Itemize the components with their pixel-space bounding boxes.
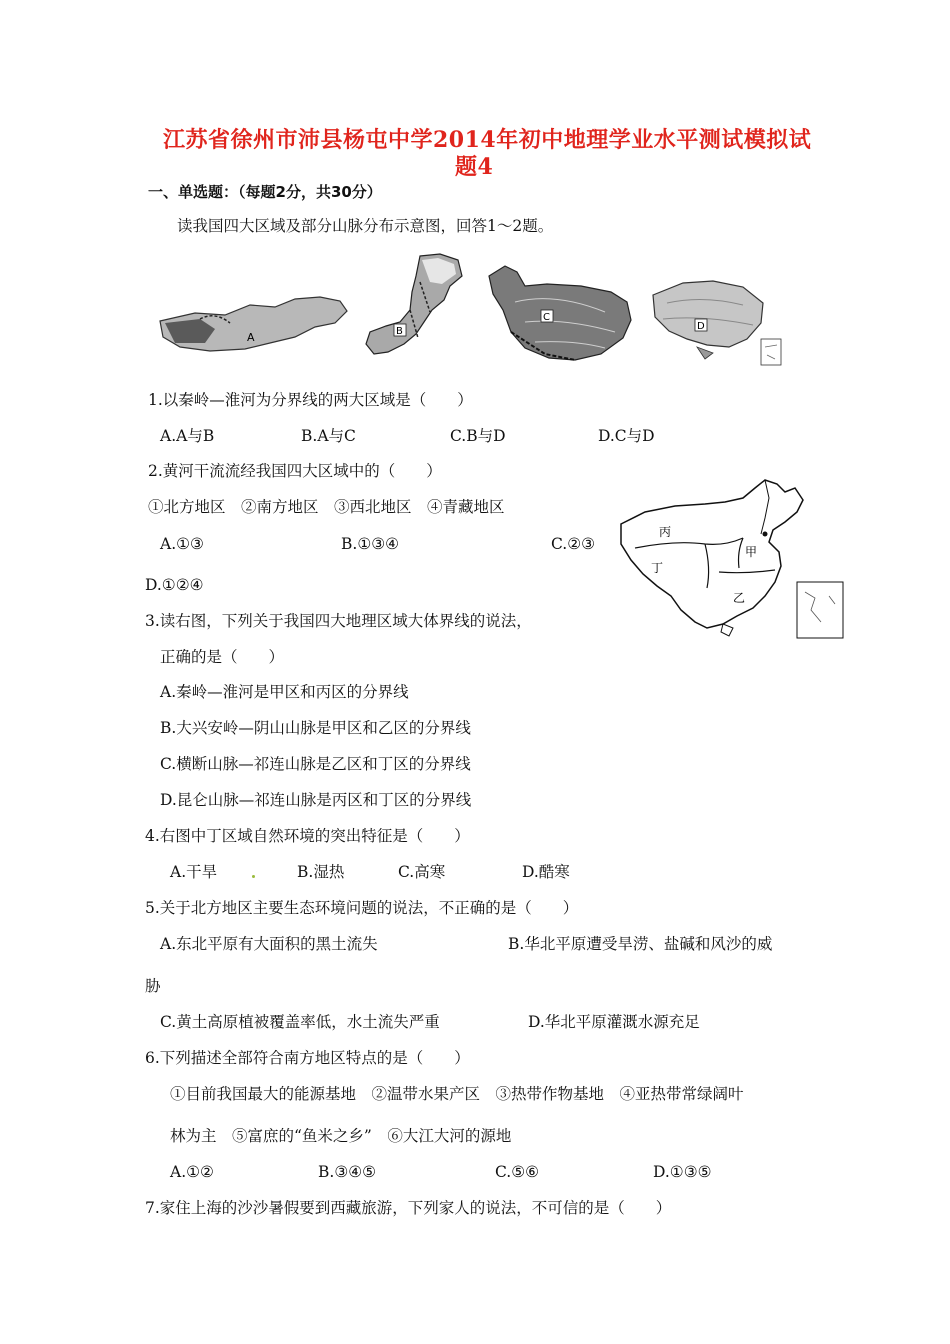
q6-stem: 6.下列描述全部符合南方地区特点的是（ ） — [145, 1049, 470, 1067]
map-region-c — [485, 262, 635, 366]
q4-option-d: D.酷寒 — [522, 863, 570, 881]
map-label-ding: 丁 — [651, 561, 664, 575]
q5-option-c: C.黄土高原植被覆盖率低，水土流失严重 — [160, 1013, 440, 1031]
q5-option-b: B.华北平原遭受旱涝、盐碱和风沙的威 — [508, 935, 773, 953]
q3-option-d: D.昆仑山脉—祁连山脉是丙区和丁区的分界线 — [160, 791, 472, 809]
q5-option-d: D.华北平原灌溉水源充足 — [528, 1013, 700, 1031]
q3-option-b: B.大兴安岭—阴山山脉是甲区和乙区的分界线 — [160, 719, 471, 737]
section-heading: 一、单选题：（每题2分，共30分） — [148, 183, 382, 201]
q3-stem-line2: 正确的是（ ） — [160, 648, 285, 666]
q6-items-line2: 林为主 ⑤富庶的“鱼米之乡” ⑥大江大河的源地 — [170, 1127, 512, 1145]
q3-stem-line1: 3.读右图，下列关于我国四大地理区域大体界线的说法， — [145, 612, 532, 630]
scan-speck — [252, 875, 255, 878]
q6-option-b: B.③④⑤ — [318, 1163, 377, 1181]
q5-stem: 5.关于北方地区主要生态环境问题的说法，不正确的是（ ） — [145, 899, 579, 917]
q4-option-c: C.高寒 — [398, 863, 446, 881]
q2-option-a: A.①③ — [160, 535, 204, 553]
q2-stem: 2.黄河干流流经我国四大区域中的（ ） — [148, 462, 442, 480]
china-regions-map — [615, 478, 845, 648]
intro-text: 读我国四大区域及部分山脉分布示意图，回答1～2题。 — [177, 217, 554, 235]
map-region-a — [155, 293, 350, 355]
map-label-jia: 甲 — [745, 545, 758, 559]
map-region-b — [360, 252, 470, 362]
document-title-line2: 题4 — [455, 154, 494, 180]
q6-option-a: A.①② — [170, 1163, 214, 1181]
q2-option-b: B.①③④ — [341, 535, 400, 553]
q6-option-d: D.①③⑤ — [653, 1163, 712, 1181]
q3-option-c: C.横断山脉—祁连山脉是乙区和丁区的分界线 — [160, 755, 471, 773]
document-title-line1: 江苏省徐州市沛县杨屯中学2014年初中地理学业水平测试模拟试 — [163, 127, 812, 153]
q5-option-b-continued: 胁 — [145, 977, 161, 995]
map-region-d — [643, 275, 783, 367]
q1-stem: 1.以秦岭—淮河为分界线的两大区域是（ ） — [148, 391, 473, 409]
q6-option-c: C.⑤⑥ — [495, 1163, 540, 1181]
map-label-a: A — [247, 331, 255, 344]
q4-stem: 4.右图中丁区域自然环境的突出特征是（ ） — [145, 827, 470, 845]
q2-option-c: C.②③ — [551, 535, 596, 553]
map-label-c: C — [543, 312, 550, 323]
q5-option-a: A.东北平原有大面积的黑土流失 — [160, 935, 378, 953]
q1-option-c: C.B与D — [450, 427, 506, 445]
q4-option-b: B.湿热 — [297, 863, 345, 881]
map-label-yi: 乙 — [733, 591, 746, 605]
q2-items: ①北方地区 ②南方地区 ③西北地区 ④青藏地区 — [148, 498, 505, 516]
map-label-bing: 丙 — [659, 525, 672, 539]
q7-stem: 7.家住上海的沙沙暑假要到西藏旅游，下列家人的说法，不可信的是（ ） — [145, 1199, 672, 1217]
q4-option-a: A.干旱 — [170, 863, 218, 881]
map-label-b: B — [396, 326, 403, 337]
map-label-d: D — [697, 321, 705, 332]
q3-option-a: A.秦岭—淮河是甲区和丙区的分界线 — [160, 683, 409, 701]
q2-option-d: D.①②④ — [145, 576, 204, 594]
q6-items-line1: ①目前我国最大的能源基地 ②温带水果产区 ③热带作物基地 ④亚热带常绿阔叶 — [170, 1085, 744, 1103]
q1-option-d: D.C与D — [598, 427, 655, 445]
q1-option-a: A.A与B — [160, 427, 215, 445]
q1-option-b: B.A与C — [301, 427, 356, 445]
